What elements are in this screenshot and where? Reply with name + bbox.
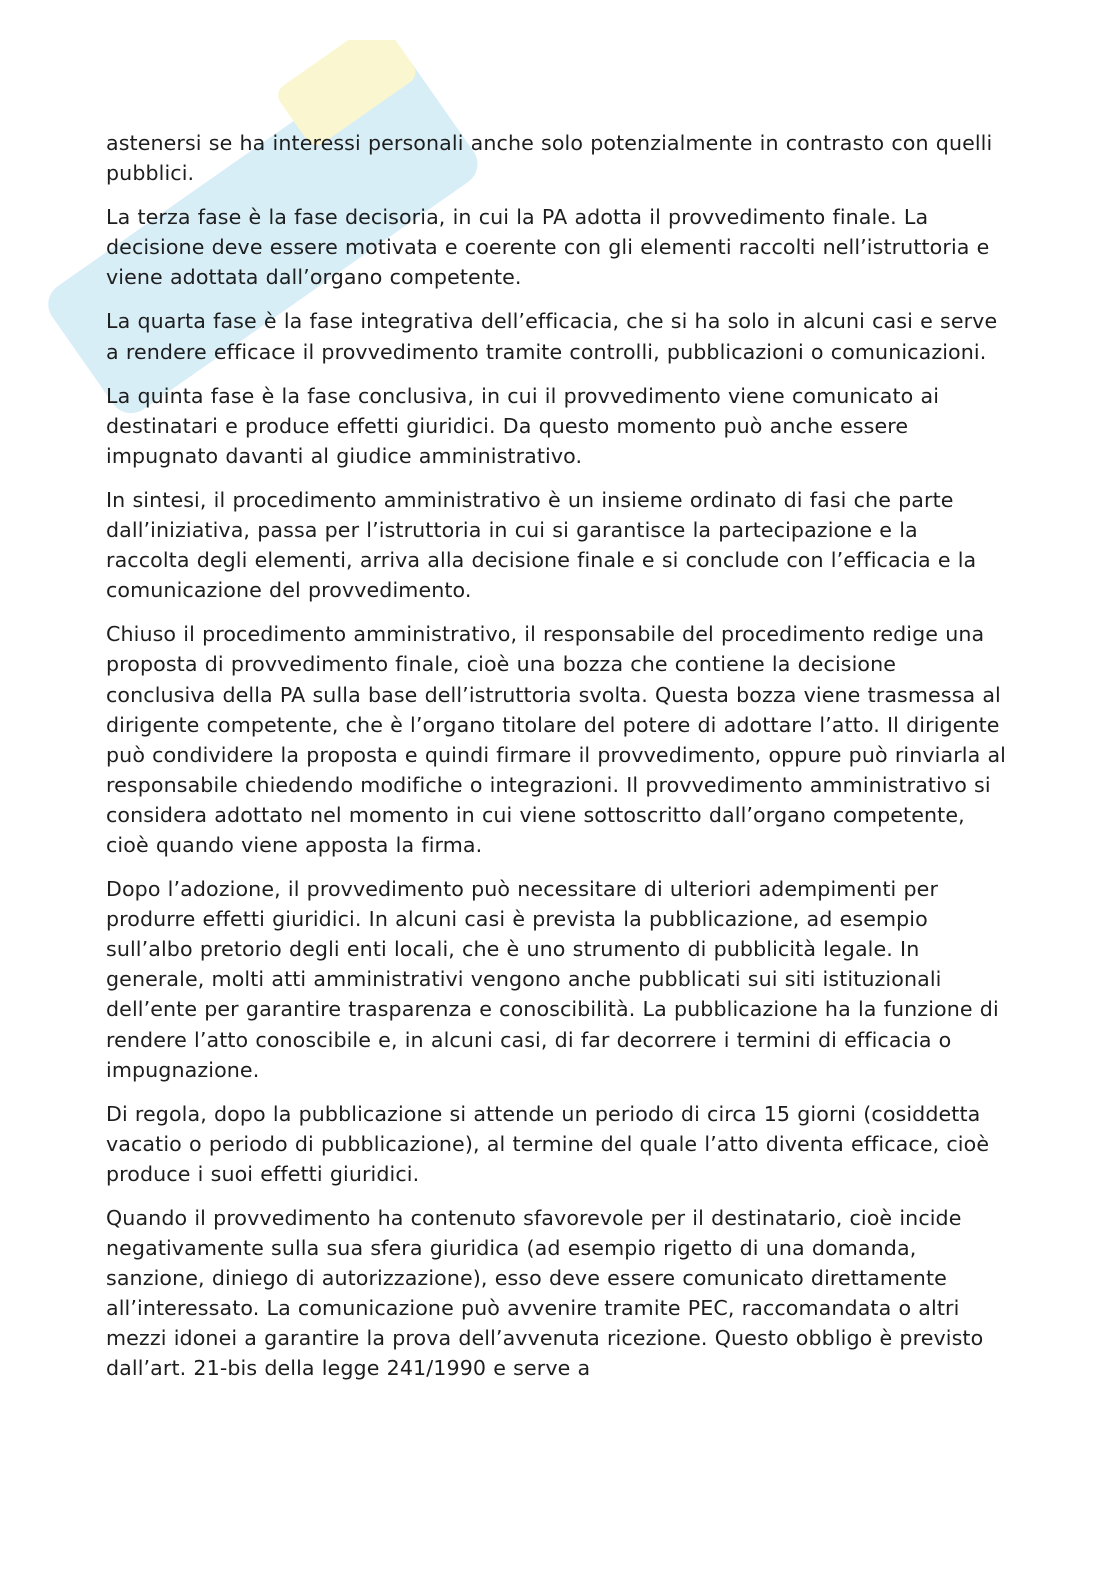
paragraph: In sintesi, il procedimento amministrativo è un insieme ordinato di fasi che parte dall’iniziativa, passa per l’istruttoria in cui si garantisce la partecipazione e la raccolta degli elementi, arriva alla decisione finale e si conclude con l’efficacia e la comunicazione del provvedimento. [106,487,977,603]
document-page [106,128,1006,1398]
paragraph: La terza fase è la fase decisoria, in cui la PA adotta il provvedimento finale. La decisione deve essere motivata e coerente con gli elementi raccolti nell’istruttoria e viene adottata dall’organo competente. [106,205,990,290]
paragraph: La quarta fase è la fase integrativa dell’efficacia, che si ha solo in alcuni casi e serve a rendere efficace il provvedimento tramite controlli, pubblicazioni o comunicazioni. [106,309,998,364]
paragraph: La quinta fase è la fase conclusiva, in cui il provvedimento viene comunicato ai destinatari e produce effetti giuridici. Da questo momento può anche essere impugnato davanti al giudice amministrativo. [106,383,940,468]
paragraph: Quando il provvedimento ha contenuto sfavorevole per il destinatario, cioè incide negativamente sulla sua sfera giuridica (ad esempio rigetto di una domanda, sanzione, diniego di autorizzazione), esso deve essere comunicato direttamente all’interessato. La comunicazione può avvenire tramite PEC, raccomandata o altri mezzi idonei a garantire la prova dell’avvenuta ricezione. Questo obbligo è previsto dall’art. 21-bis della legge 241/1990 e serve a [106,1206,984,1381]
paragraph: astenersi se ha interessi personali anche solo potenzialmente in contrasto con quelli pubblici. [106,131,993,186]
paragraph: Chiuso il procedimento amministrativo, il responsabile del procedimento redige una proposta di provvedimento finale, cioè una bozza che contiene la decisione conclusiva della PA sulla base dell’istruttoria svolta. Questa bozza viene trasmessa al dirigente competente, che è l’organo titolare del potere di adottare l’atto. Il dirigente può condividere la proposta e quindi firmare il provvedimento, oppure può rinviarla al responsabile chiedendo modifiche o integrazioni. Il provvedimento amministrativo si considera adottato nel momento in cui viene sottoscritto dall’organo competente, cioè quando viene apposta la firma. [106,622,1006,857]
paragraph: Dopo l’adozione, il provvedimento può necessitare di ulteriori adempimenti per produrre effetti giuridici. In alcuni casi è prevista la pubblicazione, ad esempio sull’albo pretorio degli enti locali, che è uno strumento di pubblicità legale. In generale, molti atti amministrativi vengono anche pubblicati sui siti istituzionali dell’ente per garantire trasparenza e conoscibilità. La pubblicazione ha la funzione di rendere l’atto conoscibile e, in alcuni casi, di far decorrere i termini di efficacia o impugnazione. [106,877,999,1082]
paragraph: Di regola, dopo la pubblicazione si attende un periodo di circa 15 giorni (cosiddetta vacatio o periodo di pubblicazione), al termine del quale l’atto diventa efficace, cioè produce i suoi effetti giuridici. [106,1101,990,1186]
